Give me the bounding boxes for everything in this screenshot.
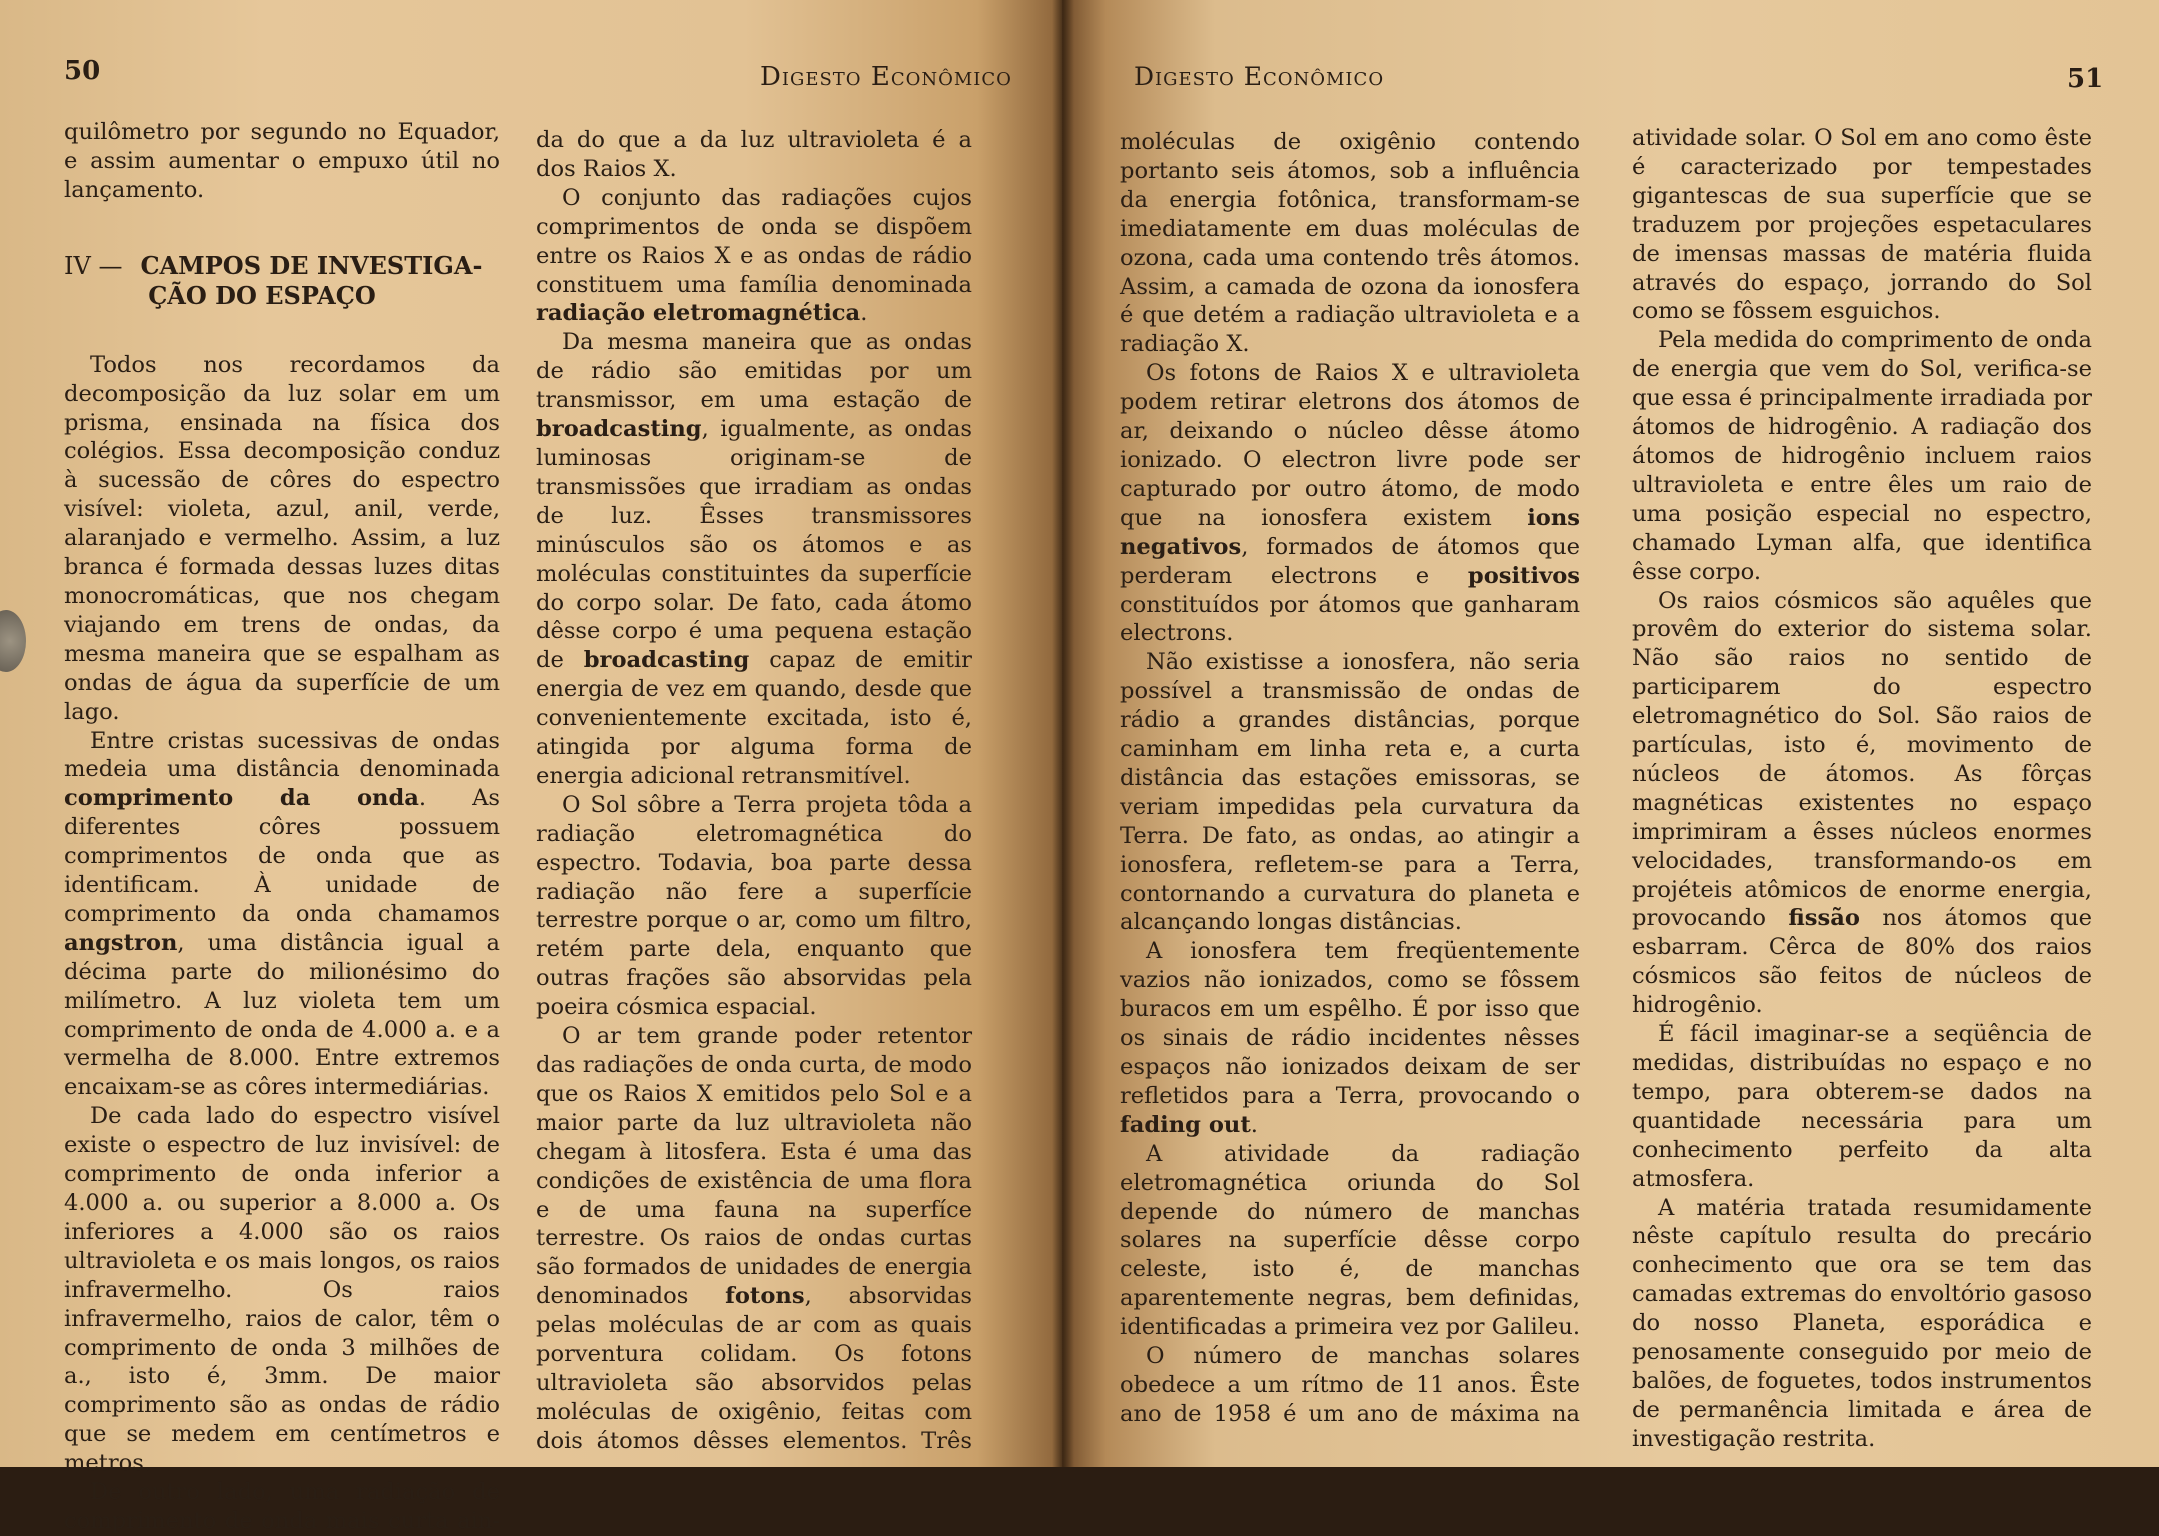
paragraph: Os fotons de Raios X e ultravioleta podem retirar eletrons dos átomos de ar, deixando o núcleo dêsse átomo ionizado. O electron livre pode ser capturado por outro átomo, de modo que na ionosfera existem ions negativos, formados de átomos que perderam electrons e positivos constituídos por átomos que ganharam electrons. [1120,360,1580,647]
bold-term: fading out [1120,1111,1251,1138]
column-1 [64,118,500,1536]
column-2 [536,126,972,1456]
paragraph: De cada lado do espectro visível existe o espectro de luz invisível: de comprimento de onda inferior a 4.000 a. ou superior a 8.000 a. Os inferiores a 4.000 são os raios ultravioleta e os mais longos, os raios infravermelho. Os raios infravermelho, raios de calor, têm o comprimento de onda 3 milhões de a., isto é, 3mm. De maior comprimento são as ondas de rádio que se medem em centímetros e metros. [64,1103,500,1477]
page-number: 51 [2067,64,2104,94]
page-number: 50 [64,56,101,86]
bold-term: angstron [64,929,178,956]
paragraph: De outro lado, uma radiação de comprimento de onda mais curta ain- [64,1479,500,1534]
paragraph: O conjunto das radiações cujos comprimentos de onda se dispõem entre os Raios X e as ondas de rádio constituem uma família denominada radiação eletromagnética. [536,184,972,327]
running-header: Digesto Econômico [760,62,1012,92]
paragraph: É fácil imaginar-se a seqüência de medidas, distribuídas no espaço e no tempo, para obterem-se dados na quantidade necessária para um conhecimento perfeito da alta atmosfera. [1632,1021,2092,1192]
paragraph: Pela medida do comprimento de onda de energia que vem do Sol, verifica-se que essa é principalmente irradiada por átomos de hidrogênio. A radiação dos átomos de hidrogênio incluem raios ultravioleta e entre êles um raio de uma posição especial no espectro, chamado Lyman alfa, que identifica êsse corpo. [1632,327,2092,585]
book-gutter [1052,0,1074,1467]
column-2 [1632,124,2092,1454]
paragraph: Os raios cósmicos são aquêles que provêm do exterior do sistema solar. Não são raios no sentido de participarem do espectro eletromagnético do Sol. São raios de partículas, isto é, movimento de núcleos de átomos. As fôrças magnéticas existentes no espaço imprimiram a êsses núcleos enormes velocidades, transformando-os em projéteis atômicos de enorme energia, provocando fissão nos átomos que esbarram. Cêrca de 80% dos raios cósmicos são feitos de núcleos de hidrogênio. [1632,587,2092,1019]
bold-term: fissão [1788,905,1860,932]
left-page [0,0,1062,1534]
bold-term: positivos [1467,562,1580,589]
running-header: Digesto Econômico [1134,62,1385,91]
paragraph: Não existisse a ionosfera, não seria possível a transmissão de ondas de rádio a grandes distâncias, porque caminham em linha reta e, a curta distância das estações emissoras, se veriam impedidas pela curvatura da Terra. De fato, as ondas, ao atingir a ionosfera, refletem-se para a Terra, contornando a curvatura do planeta e alcançando longas distâncias. [1120,649,1580,936]
binding-hole [0,610,26,672]
paragraph: A matéria tratada resumidamente nêste capítulo resulta do precário conhecimento que ora se tem das camadas extremas do envoltório gasoso do nosso Planeta, esporádica e penosamente conseguido por meio de balões, de foguetes, todos instrumentos de permanência limitada e área de investigação restrita. [1632,1194,2092,1452]
bold-term: comprimento da onda [64,785,419,812]
bold-term: ions negativos [1120,504,1580,560]
paragraph: O ar tem grande poder retentor das radiações de onda curta, de modo que os Raios X emitidos pelo Sol e a maior parte da luz ultravioleta não chegam à litosfera. Esta é uma das condições de existência de uma flora e de uma fauna na superfíce terrestre. Os raios de ondas curtas são formados de unidades de energia denominados fotons, absorvidas pelas moléculas de ar com as quais porventura colidam. Os fotons ultravioleta são absorvidos pelas moléculas de oxigênio, feitas com dois átomos dêsses elementos. Três [536,1023,972,1454]
section-number: IV — [64,251,123,280]
paragraph: Todos nos recordamos da decomposição da luz solar em um prisma, ensinada na física dos colégios. Essa decomposição conduz à sucessão de côres do espectro visível: violeta, azul, anil, verde, alaranjado e vermelho. Assim, a luz branca é formada dessas luzes ditas monocromáticas, que nos chegam viajando em trens de ondas, da mesma maneira que se espalham as ondas de água da superfície de um lago. [64,351,500,725]
bold-term: radiação eletromagnética [536,300,861,327]
paragraph: quilômetro por segundo no Equador, e assim aumentar o empuxo útil no lançamento. [64,119,500,203]
paragraph: Da mesma maneira que as ondas de rádio são emitidas por um transmissor, em uma estação de broadcasting, igualmente, as ondas luminosas originam-se de transmissões que irradiam as ondas de luz. Êsses transmissores minúsculos são os átomos e as moléculas constituintes da superfície do corpo solar. De fato, cada átomo dêsse corpo é uma pequena estação de broadcasting capaz de emitir energia de vez em quando, desde que convenientemente excitada, isto é, atingida por alguma forma de energia adicional retransmitível. [536,329,972,789]
right-page [1062,0,2159,1467]
bold-term: broadcasting [583,647,750,674]
paragraph: O número de manchas solares obedece a um rítmo de 11 anos. Êste ano de 1958 é um ano de máxima na [1120,1343,1580,1427]
paragraph: A atividade da radiação eletromagnética oriunda do Sol depende do número de manchas solares na superfície dêsse corpo celeste, isto é, de manchas aparentemente negras, bem definidas, identificadas a primeira vez por Galileu. [1120,1140,1581,1341]
section-heading [64,251,500,311]
bold-term: broadcasting [536,416,702,443]
paragraph: O Sol sôbre a Terra projeta tôda a radiação eletromagnética do espectro. Todavia, boa parte dessa radiação não fere a superfície terrestre porque o ar, como um filtro, retém parte dela, enquanto que outras frações são absorvidas pela poeira cósmica espacial. [536,791,972,1021]
paragraph: atividade solar. O Sol em ano como êste é caracterizado por tempestades gigantescas de sua superfície que se traduzem por projeções espetaculares de imensas massas de matéria fluida através do espaço, jorrando do Sol como se fôssem esguichos. [1632,125,2092,325]
paragraph: moléculas de oxigênio contendo portanto seis átomos, sob a influência da energia fotônica, transformam-se imediatamente em duas moléculas de ozona, cada uma contendo três átomos. Assim, a camada de ozona da ionosfera é que detém a radiação ultravioleta e a radiação X. [1120,129,1580,358]
paragraph: Entre cristas sucessivas de ondas medeia uma distância denominada comprimento da onda. As diferentes côres possuem comprimentos de onda que as identificam. À unidade de comprimento da onda chamamos angstron, uma distância igual a décima parte do milionésimo do milímetro. A luz violeta tem um comprimento de onda de 4.000 a. e a vermelha de 8.000. Entre extremos encaixam-se as côres intermediárias. [64,727,500,1101]
bold-term: fotons [725,1283,805,1310]
paragraph: da do que a da luz ultravioleta é a dos Raios X. [536,127,972,182]
section-title-line-2: ÇÃO DO ESPAÇO [148,280,376,310]
column-1 [1120,128,1580,1429]
section-title-line-1: CAMPOS DE INVESTIGA- [140,250,483,280]
paragraph: A ionosfera tem freqüentemente vazios não ionizados, como se fôssem buracos em um espêlho. É por isso que os sinais de rádio incidentes nêsses espaços não ionizados deixam de ser refletidos para a Terra, provocando o fading out. [1120,938,1580,1138]
